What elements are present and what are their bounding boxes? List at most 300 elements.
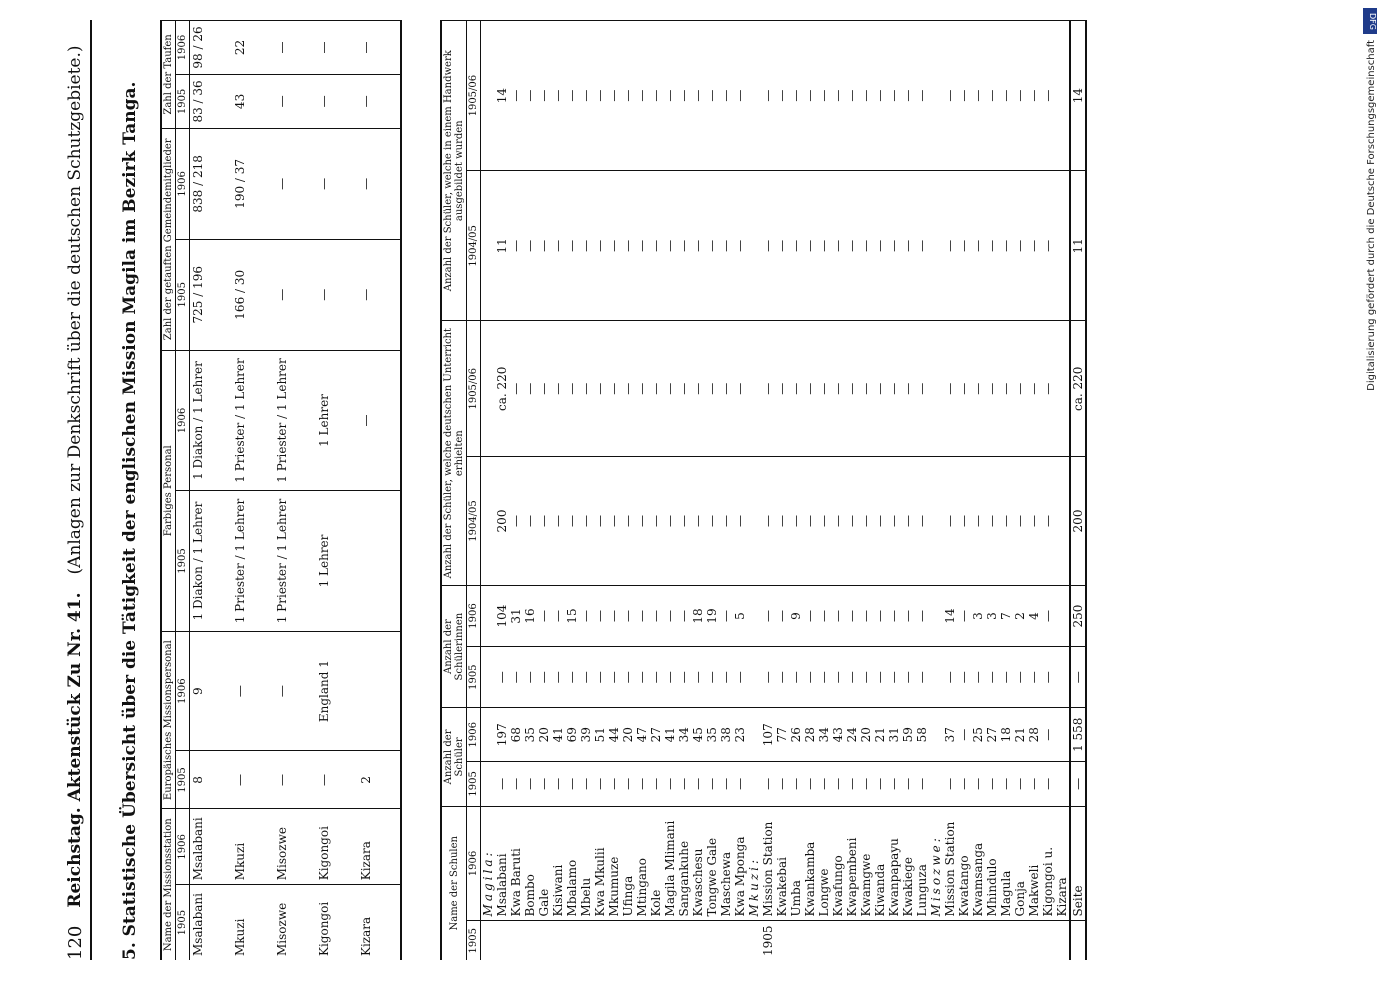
school-name: Kiwanda — [873, 806, 887, 921]
school-name: Kwafungo — [831, 806, 845, 921]
table-cell: — — [523, 647, 537, 708]
table-cell: — — [358, 128, 401, 239]
school-name: Kwa Mkulii — [593, 806, 607, 921]
table-cell: Msalabani — [190, 809, 233, 885]
table-cell — [929, 647, 943, 708]
table-cell: ca. 220 — [1070, 321, 1086, 457]
table-row — [316, 21, 358, 961]
table-cell: 21 — [1013, 708, 1027, 762]
school-name: Mission Station — [943, 806, 957, 921]
table-cell: Misozwe — [274, 885, 316, 960]
table-cell: — — [523, 321, 537, 457]
table-cell: 1 558 — [1070, 708, 1086, 762]
document-page — [50, 10, 1350, 970]
table-cell: — — [817, 321, 831, 457]
table-cell: — — [775, 762, 789, 806]
table-cell: 59 — [901, 708, 915, 762]
table-cell: — — [789, 647, 803, 708]
table-cell — [929, 585, 943, 646]
table-row — [607, 21, 621, 961]
table-cell: — — [985, 647, 999, 708]
table-cell: — — [761, 171, 775, 321]
table-cell: 28 — [803, 708, 817, 762]
table-cell: Mkuzi — [232, 885, 274, 960]
schools-table-body — [481, 21, 1087, 961]
table-cell: 9 — [789, 585, 803, 646]
table-cell: — — [509, 647, 523, 708]
school-name: Gale — [537, 806, 551, 921]
year-cell: 1905 — [761, 921, 775, 960]
table-cell: — — [873, 762, 887, 806]
table-cell — [358, 491, 401, 632]
table-cell: — — [579, 171, 593, 321]
table-cell: — — [761, 647, 775, 708]
table-cell — [481, 708, 496, 762]
table-cell: — — [316, 128, 358, 239]
table-cell: — — [901, 171, 915, 321]
table-cell: — — [999, 647, 1013, 708]
table-cell: — — [593, 21, 607, 171]
table-cell: — — [845, 457, 859, 586]
table-cell: — — [537, 762, 551, 806]
table-cell: — — [915, 21, 929, 171]
table-cell: — — [803, 762, 817, 806]
year-cell — [789, 921, 803, 960]
table-cell: — — [845, 171, 859, 321]
table-cell: — — [232, 751, 274, 809]
table-cell: 15 — [565, 585, 579, 646]
table-cell: — — [887, 762, 901, 806]
table-cell: — — [1041, 708, 1070, 762]
table-cell: — — [635, 647, 649, 708]
table-cell: — — [719, 585, 733, 646]
table-cell: — — [859, 647, 873, 708]
table-cell: — — [985, 457, 999, 586]
table-cell: — — [677, 321, 691, 457]
table-cell: — — [677, 21, 691, 171]
table-cell: — — [803, 457, 817, 586]
table-cell: — — [957, 762, 971, 806]
table-cell: — — [677, 585, 691, 646]
table-cell: Kigongoi — [316, 885, 358, 960]
table-cell: — — [789, 171, 803, 321]
table-cell: — — [775, 321, 789, 457]
table-cell: — — [719, 762, 733, 806]
table-cell: — — [873, 171, 887, 321]
table-cell: — — [803, 585, 817, 646]
table-cell: — — [719, 647, 733, 708]
table-cell: 43 — [232, 74, 274, 128]
table-cell: — — [943, 21, 957, 171]
year-header: 1905 — [176, 74, 190, 128]
table-cell: 41 — [663, 708, 677, 762]
table-cell: — — [635, 585, 649, 646]
table-cell: 4 — [1027, 585, 1041, 646]
table-row — [803, 21, 817, 961]
table-cell: — — [859, 457, 873, 586]
table-cell: 250 — [1070, 585, 1086, 646]
personnel-table — [160, 20, 402, 960]
year-header: 1906 — [176, 21, 190, 75]
table-cell: — — [957, 585, 971, 646]
table-cell: — — [649, 171, 663, 321]
table-cell: — — [775, 585, 789, 646]
table-cell: 18 — [999, 708, 1013, 762]
year-header: 1906 — [467, 806, 481, 921]
year-cell — [845, 921, 859, 960]
table-cell: 200 — [495, 457, 509, 586]
school-name: Kwamsanga — [971, 806, 985, 921]
table-cell: — — [565, 457, 579, 586]
table-cell: — — [649, 647, 663, 708]
table-cell: — — [663, 647, 677, 708]
group-row — [481, 21, 496, 961]
digitization-note: Digitalisierung gefördert durch die Deutsche Forschungsgemeinschaft — [1366, 40, 1377, 391]
table-cell: 200 — [1070, 457, 1086, 586]
table-cell: — — [607, 762, 621, 806]
year-cell — [873, 921, 887, 960]
school-name: Kisiwani — [551, 806, 565, 921]
table-row — [1027, 21, 1041, 961]
table-cell: — — [551, 762, 565, 806]
table-cell: — — [761, 762, 775, 806]
table-cell: 14 — [943, 585, 957, 646]
table-cell: Kizara — [358, 885, 401, 960]
table-cell — [481, 171, 496, 321]
table-cell: — — [579, 647, 593, 708]
table-cell: 20 — [537, 708, 551, 762]
table-cell: — — [719, 321, 733, 457]
table-cell: — — [901, 585, 915, 646]
year-header: 1905 — [176, 491, 190, 632]
table-cell: 7 — [999, 585, 1013, 646]
table-cell — [747, 457, 761, 586]
table-cell: — — [901, 647, 915, 708]
table-cell: — — [358, 350, 401, 491]
table-cell: — — [705, 647, 719, 708]
table-row — [705, 21, 719, 961]
table-cell: — — [565, 171, 579, 321]
table-cell: 68 — [509, 708, 523, 762]
table-cell: 20 — [621, 708, 635, 762]
school-name: Mtingano — [635, 806, 649, 921]
table-cell: — — [999, 171, 1013, 321]
table-row — [635, 21, 649, 961]
table-cell: 44 — [607, 708, 621, 762]
school-name: Maschewa — [719, 806, 733, 921]
table-cell: — — [887, 585, 901, 646]
table-cell: — — [957, 321, 971, 457]
table-row — [831, 21, 845, 961]
year-header: 1905 — [176, 239, 190, 350]
table-cell: — — [551, 647, 565, 708]
table-cell: — — [1041, 21, 1070, 171]
year-cell — [495, 921, 509, 960]
year-cell — [859, 921, 873, 960]
table-cell: — — [565, 21, 579, 171]
table-cell: — — [985, 171, 999, 321]
table-cell: — — [537, 171, 551, 321]
table-cell: 69 — [565, 708, 579, 762]
table-cell: — — [1013, 647, 1027, 708]
table-row — [274, 21, 316, 961]
table-cell: — — [859, 21, 873, 171]
table-cell: — — [509, 21, 523, 171]
year-cell — [733, 921, 747, 960]
table-cell: 1 Priester / 1 Lehrer — [274, 350, 316, 491]
table-cell: — — [789, 21, 803, 171]
year-cell — [691, 921, 705, 960]
table-cell: 83 / 36 — [190, 74, 233, 128]
school-name: Sangankuhe — [677, 806, 691, 921]
table-cell: — — [649, 585, 663, 646]
table-cell: — — [859, 585, 873, 646]
baptisms-header: Zahl der Taufen — [161, 21, 176, 129]
table-row — [579, 21, 593, 961]
table-cell: — — [831, 171, 845, 321]
table-cell: — — [621, 21, 635, 171]
year-header: 1905 — [176, 885, 190, 960]
table-cell: — — [691, 457, 705, 586]
table-row — [537, 21, 551, 961]
table-cell: — — [635, 457, 649, 586]
table-cell: — — [663, 21, 677, 171]
table-cell: — — [607, 171, 621, 321]
table-cell: — — [691, 21, 705, 171]
school-name: Kwa Mponga — [733, 806, 747, 921]
table-cell: — — [971, 171, 985, 321]
table-cell: — — [915, 762, 929, 806]
year-cell — [607, 921, 621, 960]
table-cell: — — [845, 647, 859, 708]
school-name: Kwamgwe — [859, 806, 873, 921]
table-cell: — — [579, 585, 593, 646]
year-cell — [775, 921, 789, 960]
table-cell: — — [663, 457, 677, 586]
table-cell: 11 — [495, 171, 509, 321]
table-row — [495, 21, 509, 961]
header-subtitle: (Anlagen zur Denkschrift über die deutschen Schutzgebiete.) — [65, 45, 85, 575]
table-cell: — — [579, 21, 593, 171]
table-cell: — — [509, 762, 523, 806]
table-row — [232, 21, 274, 961]
table-cell: — — [957, 21, 971, 171]
year-cell — [677, 921, 691, 960]
table-cell: — — [509, 457, 523, 586]
table-row — [887, 21, 901, 961]
table-cell: — — [537, 647, 551, 708]
table-row — [1013, 21, 1027, 961]
table-cell: — — [551, 457, 565, 586]
table-cell: — — [649, 457, 663, 586]
table-cell: — — [817, 647, 831, 708]
table-cell: — — [579, 321, 593, 457]
table-cell: 14 — [1070, 21, 1086, 171]
table-cell — [747, 171, 761, 321]
table-cell: — — [733, 457, 747, 586]
table-cell: — — [1027, 171, 1041, 321]
school-name: Umba — [789, 806, 803, 921]
year-header: 1905/06 — [467, 321, 481, 457]
table-cell: — — [663, 171, 677, 321]
group-row — [747, 21, 761, 961]
table-cell: — — [831, 457, 845, 586]
table-cell: — — [1041, 321, 1070, 457]
table-cell: — — [1041, 585, 1070, 646]
table-row — [719, 21, 733, 961]
table-cell: — — [915, 457, 929, 586]
table-cell: — — [607, 457, 621, 586]
table-cell: — — [635, 321, 649, 457]
table-cell: — — [887, 457, 901, 586]
table-cell: — — [1027, 21, 1041, 171]
table-cell: — — [887, 321, 901, 457]
table-cell: 51 — [593, 708, 607, 762]
table-cell: — — [901, 762, 915, 806]
table-row — [663, 21, 677, 961]
year-header: 1904/05 — [467, 171, 481, 321]
table-cell: 35 — [705, 708, 719, 762]
table-row — [551, 21, 565, 961]
table-cell: — — [1041, 171, 1070, 321]
table-cell — [481, 457, 496, 586]
sum-row — [1070, 21, 1086, 961]
table-cell — [747, 647, 761, 708]
year-cell — [929, 921, 943, 960]
table-row — [565, 21, 579, 961]
table-cell: — — [565, 321, 579, 457]
table-cell: — — [274, 74, 316, 128]
table-cell — [481, 762, 496, 806]
year-header: 1906 — [176, 128, 190, 239]
table-cell — [929, 171, 943, 321]
table-cell: 1 Diakon / 1 Lehrer — [190, 350, 233, 491]
table-cell: — — [999, 321, 1013, 457]
german-header: Anzahl der Schüler, welche deutschen Unterricht erhielten — [441, 321, 467, 585]
table-cell: — — [761, 321, 775, 457]
school-name: Kwatango — [957, 806, 971, 921]
page-number: 120 — [64, 925, 86, 960]
table-cell: — — [859, 321, 873, 457]
table-row — [761, 21, 775, 961]
table-row — [873, 21, 887, 961]
school-name: Kigongoi u. Kizara — [1041, 806, 1070, 921]
table-cell: — — [985, 321, 999, 457]
table-cell: — — [859, 762, 873, 806]
table-cell: — — [873, 457, 887, 586]
year-cell — [705, 921, 719, 960]
table-cell: — — [985, 762, 999, 806]
table-cell: — — [537, 321, 551, 457]
table-cell: 43 — [831, 708, 845, 762]
table-cell: — — [537, 457, 551, 586]
year-header: 1905 — [467, 647, 481, 708]
table-cell: — — [621, 171, 635, 321]
year-cell — [537, 921, 551, 960]
table-cell: Kizara — [358, 809, 401, 885]
table-row — [971, 21, 985, 961]
table-cell: — — [663, 585, 677, 646]
table-cell: — — [663, 321, 677, 457]
table-cell: — — [1013, 171, 1027, 321]
table-cell — [747, 708, 761, 762]
station-header: Name der Missionsstation — [161, 809, 176, 960]
table-cell: — — [579, 457, 593, 586]
table-cell: — — [915, 171, 929, 321]
school-name: Kwa Baruti — [509, 806, 523, 921]
table-cell: 38 — [719, 708, 733, 762]
table-row — [649, 21, 663, 961]
female-pupils-header: Anzahl der Schülerinnen — [441, 585, 467, 707]
table-cell: — — [705, 321, 719, 457]
table-row — [1041, 21, 1070, 961]
table-cell: 1 Priester / 1 Lehrer — [274, 491, 316, 632]
table-cell: — — [274, 631, 316, 751]
year-header: 1905/06 — [467, 21, 481, 171]
table-cell: — — [1027, 321, 1041, 457]
school-name: Kwaschesu — [691, 806, 705, 921]
table-cell: 20 — [859, 708, 873, 762]
year-cell — [509, 921, 523, 960]
table-cell — [481, 585, 496, 646]
table-row — [999, 21, 1013, 961]
table-cell: 24 — [845, 708, 859, 762]
table-cell: — — [316, 751, 358, 809]
table-cell: — — [915, 321, 929, 457]
year-cell — [1041, 921, 1070, 960]
school-name: Misozwe: — [929, 806, 943, 921]
table-cell: 58 — [915, 708, 929, 762]
year-cell — [915, 921, 929, 960]
table-cell: — — [971, 647, 985, 708]
year-header: 1906 — [176, 350, 190, 491]
table-cell: — — [957, 171, 971, 321]
table-cell: — — [943, 457, 957, 586]
table-row — [775, 21, 789, 961]
table-cell: — — [887, 647, 901, 708]
table-cell: 1 Priester / 1 Lehrer — [232, 491, 274, 632]
table-row — [817, 21, 831, 961]
personnel-table-body — [190, 21, 402, 961]
table-cell: 39 — [579, 708, 593, 762]
table-cell: — — [621, 585, 635, 646]
table-cell: — — [1013, 457, 1027, 586]
table-cell: — — [593, 585, 607, 646]
table-row — [943, 21, 957, 961]
schools-header: Name der Schulen — [441, 806, 467, 960]
table-cell: — — [551, 21, 565, 171]
school-name: Kwapembeni — [845, 806, 859, 921]
table-cell: — — [1013, 321, 1027, 457]
table-cell: — — [1041, 647, 1070, 708]
table-cell: — — [971, 21, 985, 171]
table-cell: 25 — [971, 708, 985, 762]
table-cell: — — [677, 171, 691, 321]
table-cell: 2 — [1013, 585, 1027, 646]
table-cell: — — [971, 321, 985, 457]
table-cell: 26 — [789, 708, 803, 762]
school-name: Seite — [1070, 806, 1086, 921]
table-cell: — — [593, 457, 607, 586]
table-row — [985, 21, 999, 961]
table-cell: — — [999, 762, 1013, 806]
table-cell: — — [551, 321, 565, 457]
table-cell: — — [775, 457, 789, 586]
table-cell: — — [621, 457, 635, 586]
year-cell — [1013, 921, 1027, 960]
table-cell: — — [495, 647, 509, 708]
school-name: Gonja — [1013, 806, 1027, 921]
